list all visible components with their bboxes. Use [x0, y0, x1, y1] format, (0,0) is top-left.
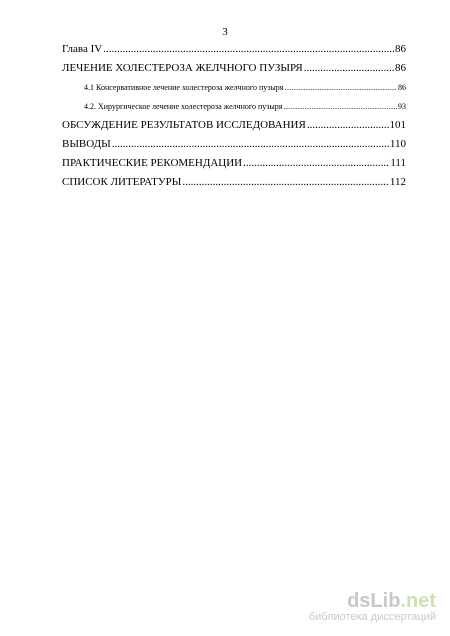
toc-entry-title: ЛЕЧЕНИЕ ХОЛЕСТЕРОЗА ЖЕЛЧНОГО ПУЗЫРЯ	[62, 62, 303, 74]
toc-leader-dots	[284, 79, 397, 97]
toc-leader-dots	[182, 173, 389, 192]
dslib-watermark	[309, 591, 436, 624]
watermark-tagline: библиотека диссертаций	[308, 611, 436, 623]
toc-entry-chapter-4[interactable]	[62, 40, 406, 59]
toc-entry-title: ПРАКТИЧЕСКИЕ РЕКОМЕНДАЦИИ	[62, 157, 243, 169]
toc-entry-recommendations[interactable]	[62, 154, 406, 173]
logo-main-text: dsLib	[347, 590, 401, 612]
toc-entry-title: ОБСУЖДЕНИЕ РЕЗУЛЬТАТОВ ИССЛЕДОВАНИЯ	[62, 119, 306, 131]
dslib-logo	[309, 591, 436, 611]
toc-entry-conclusions[interactable]	[62, 135, 406, 154]
toc-entry-page: 86	[395, 43, 406, 55]
toc-entry-page: 86	[398, 83, 406, 92]
toc-entry-treatment[interactable]	[62, 59, 406, 78]
toc-entry-title: 4.1 Консервативное лечение холестероза желчного пузыря	[84, 83, 284, 92]
toc-entry-page: 101	[389, 119, 406, 131]
toc-leader-dots	[284, 98, 398, 116]
toc-entry-page: 93	[398, 102, 406, 111]
table-of-contents	[62, 40, 406, 192]
toc-entry-4-2[interactable]	[62, 97, 406, 116]
toc-leader-dots	[112, 135, 389, 154]
toc-entry-title: 4.2. Хирургическое лечение холестероза желчного пузыря	[84, 102, 283, 111]
toc-leader-dots	[103, 40, 394, 59]
toc-entry-page: 110	[389, 138, 406, 150]
logo-tld-text: .net	[400, 590, 436, 612]
toc-entry-4-1[interactable]	[62, 78, 406, 97]
toc-entry-page: 112	[389, 176, 406, 188]
toc-entry-title: Глава IV	[62, 43, 103, 55]
toc-leader-dots	[304, 59, 394, 78]
toc-leader-dots	[307, 116, 389, 135]
toc-entry-page: 111	[390, 157, 406, 169]
toc-entry-title: СПИСОК ЛИТЕРАТУРЫ	[62, 176, 182, 188]
toc-entry-discussion[interactable]	[62, 116, 406, 135]
toc-entry-page: 86	[395, 62, 406, 74]
toc-entry-references[interactable]	[62, 173, 406, 192]
toc-leader-dots	[243, 154, 389, 173]
toc-entry-title: ВЫВОДЫ	[62, 138, 111, 150]
page-number: 3	[222, 26, 228, 38]
